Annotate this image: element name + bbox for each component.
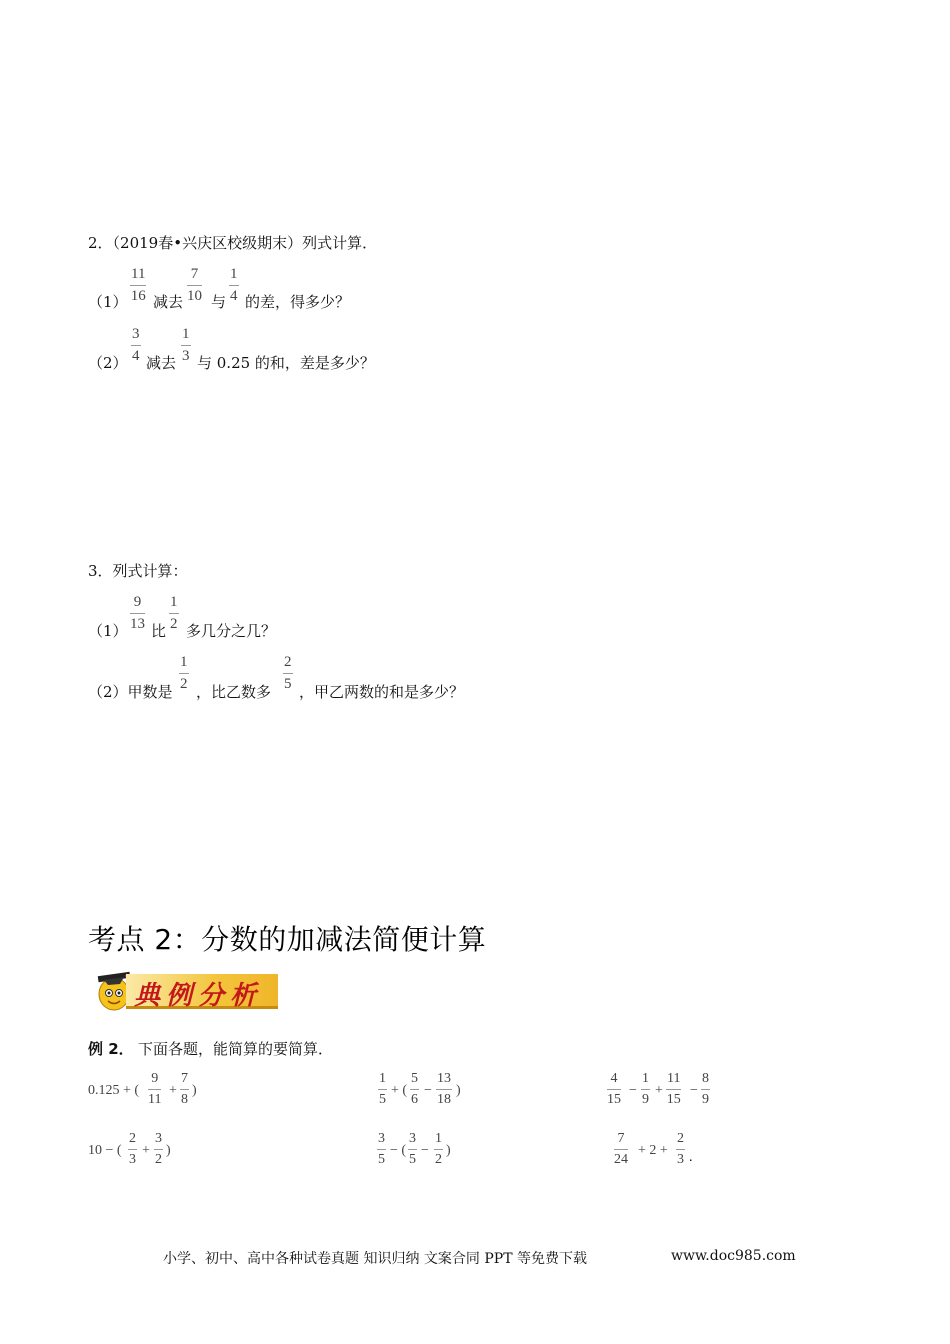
fraction: $\frac{9}{13}$ bbox=[130, 594, 145, 632]
fraction: $\frac{13}{18}$ bbox=[437, 1071, 451, 1107]
fraction: $\frac{1}{2}$ bbox=[170, 594, 178, 632]
expr-op: + bbox=[142, 1143, 150, 1158]
fraction: $\frac{7}{24}$ bbox=[614, 1131, 628, 1167]
fraction: $\frac{1}{2}$ bbox=[180, 654, 188, 692]
q3-part2-text: ，甲乙两数的和是多少？ bbox=[299, 683, 465, 701]
fraction: $\frac{1}{2}$ bbox=[435, 1131, 442, 1167]
footer-text: 小学、初中、高中各种试卷真题 知识归纳 文案合同 PPT 等免费下载 bbox=[163, 1251, 587, 1267]
fraction: $\frac{2}{3}$ bbox=[129, 1131, 136, 1167]
fraction: $\frac{1}{3}$ bbox=[182, 326, 190, 364]
expr-op: − ( bbox=[390, 1143, 407, 1158]
expr-text: 0.125 + ( bbox=[88, 1083, 140, 1098]
fraction: $\frac{1}{4}$ bbox=[230, 266, 238, 304]
expr-text: . bbox=[689, 1150, 693, 1165]
fraction: $\frac{4}{15}$ bbox=[607, 1071, 621, 1107]
expr-op: − bbox=[629, 1083, 637, 1098]
fraction: $\frac{11}{16}$ bbox=[130, 266, 146, 304]
q2-part2-text: 与 0.25 的和，差是多少？ bbox=[197, 354, 375, 372]
expr-op: − bbox=[690, 1083, 698, 1098]
footer-link[interactable]: www.doc985.com bbox=[671, 1248, 796, 1264]
fraction: $\frac{8}{9}$ bbox=[702, 1071, 709, 1107]
fraction: $\frac{11}{15}$ bbox=[666, 1071, 681, 1107]
q3-part1-label: （1） bbox=[88, 622, 128, 640]
expr-text: ) bbox=[166, 1143, 171, 1158]
fraction: $\frac{9}{11}$ bbox=[148, 1071, 162, 1107]
fraction: $\frac{3}{5}$ bbox=[378, 1131, 385, 1167]
fraction: $\frac{2}{5}$ bbox=[284, 654, 292, 692]
q3-part1-text: 比 bbox=[151, 622, 167, 640]
expr-text: ) bbox=[456, 1083, 461, 1098]
q2-part1-text: 与 bbox=[211, 293, 227, 311]
expr-op: − bbox=[421, 1143, 429, 1158]
fraction: $\frac{3}{5}$ bbox=[409, 1131, 416, 1167]
question-2-title: 2．（2019春•兴庆区校级期末）列式计算． bbox=[88, 234, 378, 252]
expr-op: + bbox=[169, 1083, 177, 1098]
fraction: $\frac{1}{9}$ bbox=[642, 1071, 649, 1107]
expr-op: + 2 + bbox=[638, 1143, 668, 1158]
q2-part1-text: 减去 bbox=[153, 293, 184, 311]
expr-text: ) bbox=[446, 1143, 451, 1158]
fraction: $\frac{3}{2}$ bbox=[155, 1131, 162, 1167]
q3-part2-label: （2）甲数是 bbox=[88, 683, 173, 701]
expr-op: + ( bbox=[391, 1083, 408, 1098]
banner-text: 典例分析 bbox=[134, 981, 263, 1011]
fraction: $\frac{3}{4}$ bbox=[132, 326, 140, 364]
q2-part2-label: （2） bbox=[88, 354, 128, 372]
q2-part1-label: （1） bbox=[88, 293, 128, 311]
q2-part2-text: 减去 bbox=[146, 354, 177, 372]
fraction: $\frac{5}{6}$ bbox=[411, 1071, 418, 1107]
example-text: 下面各题，能简算的要简算． bbox=[138, 1040, 334, 1058]
fraction: $\frac{7}{10}$ bbox=[187, 266, 202, 304]
q3-part2-text: ，比乙数多 bbox=[196, 683, 272, 701]
example-analysis-banner bbox=[90, 964, 282, 1014]
fraction: $\frac{7}{8}$ bbox=[181, 1071, 188, 1107]
fraction: $\frac{2}{3}$ bbox=[677, 1131, 684, 1167]
q3-part1-text: 多几分之几？ bbox=[186, 622, 277, 640]
banner-bar bbox=[126, 974, 278, 1009]
question-3-title: 3．列式计算： bbox=[88, 562, 188, 580]
expr-op: + bbox=[655, 1083, 663, 1098]
expr-text: ) bbox=[192, 1083, 197, 1098]
fraction: $\frac{1}{5}$ bbox=[379, 1071, 386, 1107]
example-label: 例 2． bbox=[88, 1040, 134, 1058]
section-heading: 考点 2：分数的加减法简便计算 bbox=[88, 923, 487, 956]
q2-part1-text: 的差，得多少？ bbox=[245, 293, 351, 311]
expr-op: − bbox=[424, 1083, 432, 1098]
expr-text: 10 − ( bbox=[88, 1143, 122, 1158]
